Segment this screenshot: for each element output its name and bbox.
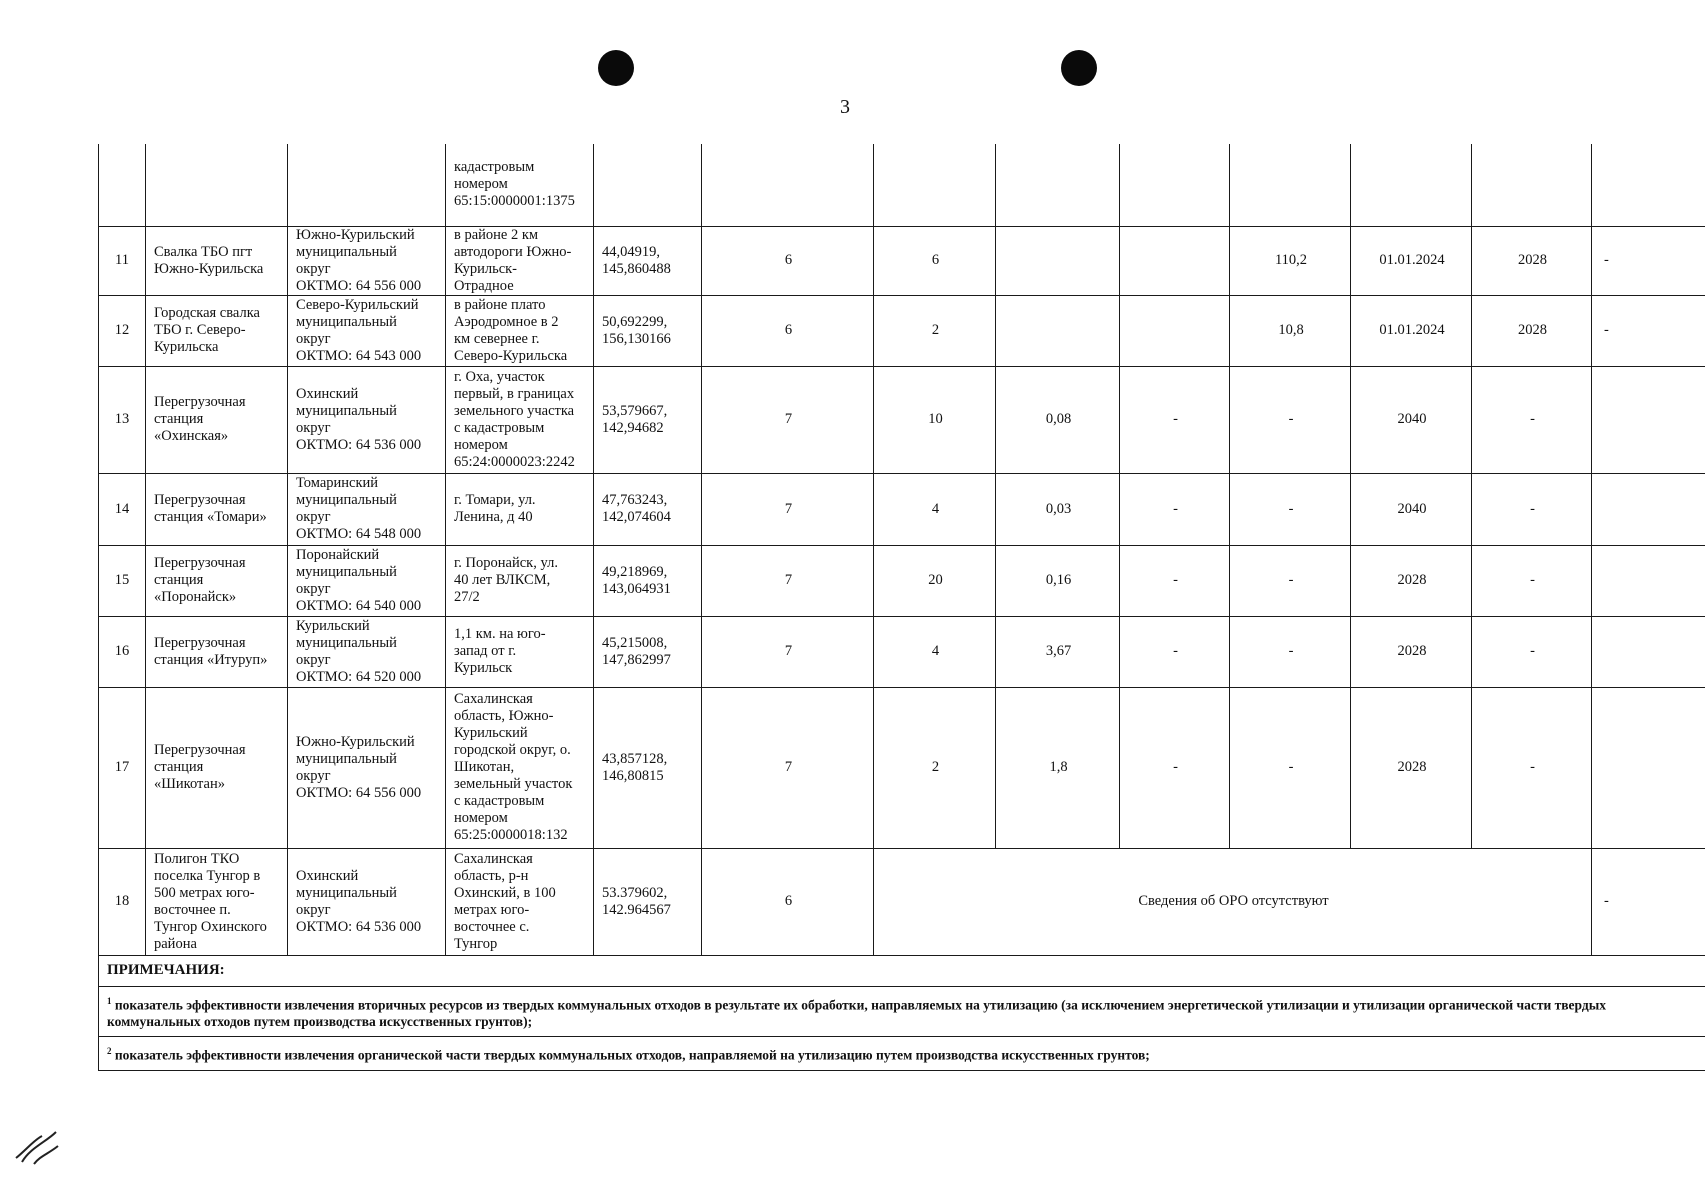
cell-district: Курильский муниципальный округ ОКТМО: 64 520 000 [288,616,446,687]
cell-c13 [1592,616,1705,687]
cell-c11: 2040 [1351,366,1472,473]
cell-location: 1,1 км. на юго- запад от г. Курильск [446,616,594,687]
note-2-text: показатель эффективности извлечения органической части твердых коммунальных отходов, направляемой на утилизацию путем производства искусственных грунтов; [111,1047,1150,1063]
cell-c6: 6 [702,848,874,955]
cell-location: Сахалинская область, Южно- Курильский городской округ, о. Шикотан, земельный участок с кадастровым номером 65:25:0000018:132 [446,687,594,848]
cell-c11 [1351,144,1472,226]
cell-c7: 4 [874,473,996,545]
cell-c9-empty [1120,226,1230,295]
cell-location: г. Поронайск, ул. 40 лет ВЛКСМ, 27/2 [446,545,594,616]
cell-c12: - [1472,473,1592,545]
cell-c13 [1592,144,1705,226]
cell-c8 [996,144,1120,226]
handwritten-signature-mark [12,1128,62,1166]
cell-c10: - [1230,473,1351,545]
table-body [99,144,1705,1070]
cell-c8: 1,8 [996,687,1120,848]
cell-c6 [702,144,874,226]
cell-name: Городская свалка ТБО г. Северо- Курильска [146,295,288,366]
cell-coords: 49,218969, 143,064931 [594,545,702,616]
cell-c9: 110,2 [1230,226,1351,295]
cell-c11: 2028 [1351,545,1472,616]
note-1-marker: 1 [107,995,112,1006]
cell-coords: 44,04919, 145,860488 [594,226,702,295]
cell-location: г. Оха, участок первый, в границах земельного участка с кадастровым номером 65:24:0000023:2242 [446,366,594,473]
table-row-18 [99,848,1705,955]
cell-name: Перегрузочная станция «Итуруп» [146,616,288,687]
cell-num: 15 [99,545,146,616]
cell-district [288,144,446,226]
table-row [99,687,1705,848]
cell-c6: 7 [702,545,874,616]
cell-coords: 47,763243, 142,074604 [594,473,702,545]
cell-c11: 2028 [1472,295,1592,366]
cell-name: Перегрузочная станция «Шикотан» [146,687,288,848]
cell-name: Перегрузочная станция «Томари» [146,473,288,545]
cell-name: Свалка ТБО пгт Южно-Курильска [146,226,288,295]
cell-num: 13 [99,366,146,473]
cell-num: 14 [99,473,146,545]
cell-district: Поронайский муниципальный округ ОКТМО: 64 540 000 [288,545,446,616]
cell-c13 [1592,687,1705,848]
cell-coords: 50,692299, 156,130166 [594,295,702,366]
page-number: 3 [840,96,850,118]
cell-c9: - [1120,616,1230,687]
note-2 [99,1037,1705,1071]
cell-c10: - [1230,687,1351,848]
cell-c6: 7 [702,616,874,687]
cell-c7: 20 [874,545,996,616]
cell-c11: 2028 [1351,687,1472,848]
cell-district: Южно-Курильский муниципальный округ ОКТМО: 64 556 000 [288,226,446,295]
cell-c6: 6 [702,226,874,295]
cell-c6: 7 [702,473,874,545]
cell-c12: - [1592,848,1705,955]
cell-num: 17 [99,687,146,848]
cell-location: кадастровым номером 65:15:0000001:1375 [446,144,594,226]
cell-location: г. Томари, ул. Ленина, д 40 [446,473,594,545]
cell-c8: 0,16 [996,545,1120,616]
cell-district: Томаринский муниципальный округ ОКТМО: 64 548 000 [288,473,446,545]
cell-c7 [874,144,996,226]
table-row [99,295,1705,366]
table-row [99,366,1705,473]
cell-c12: - [1472,616,1592,687]
cell-c11: 2028 [1472,226,1592,295]
notes-title-row [99,955,1705,986]
cell-c13 [1592,545,1705,616]
cell-coords [594,144,702,226]
cell-c6: 7 [702,366,874,473]
cell-c9: 10,8 [1230,295,1351,366]
cell-name: Перегрузочная станция «Поронайск» [146,545,288,616]
note-2-marker: 2 [107,1046,112,1056]
cell-c12: - [1472,545,1592,616]
cell-c8: 3,67 [996,616,1120,687]
cell-c7: 4 [874,616,996,687]
cell-location: в районе плато Аэродромное в 2 км севернее г. Северо-Курильска [446,295,594,366]
cell-num [99,144,146,226]
cell-num: 18 [99,848,146,955]
cell-c9-empty [1120,295,1230,366]
table-row [99,616,1705,687]
cell-coords: 53,579667, 142,94682 [594,366,702,473]
cell-c9: - [1120,545,1230,616]
cell-c10: 01.01.2024 [1351,295,1472,366]
cell-c9: - [1120,473,1230,545]
cell-district: Охинский муниципальный округ ОКТМО: 64 536 000 [288,366,446,473]
cell-c9: - [1120,687,1230,848]
cell-c12: - [1592,295,1705,366]
note-row-1 [99,986,1705,1037]
cell-c10: - [1230,545,1351,616]
cell-c7: 6 [874,226,996,295]
cell-c7: 2 [874,687,996,848]
cell-coords: 43,857128, 146,80815 [594,687,702,848]
cell-c10: 01.01.2024 [1351,226,1472,295]
cell-c8: 0,08 [996,366,1120,473]
cell-coords: 53.379602, 142.964567 [594,848,702,955]
cell-location: в районе 2 км автодороги Южно- Курильск- Отрадное [446,226,594,295]
cell-coords: 45,215008, 147,862997 [594,616,702,687]
cell-location: Сахалинская область, р-н Охинский, в 100 метрах юго- восточнее с. Тунгор [446,848,594,955]
notes-title: ПРИМЕЧАНИЯ: [99,955,1705,986]
punch-hole-right [1061,50,1097,86]
cell-c13 [1592,473,1705,545]
cell-c12: - [1472,687,1592,848]
note-1 [99,986,1705,1037]
cell-name: Полигон ТКО поселка Тунгор в 500 метрах юго- восточнее п. Тунгор Охинского района [146,848,288,955]
cell-c13 [1592,366,1705,473]
cell-name [146,144,288,226]
cell-c7: 2 [874,295,996,366]
cell-num: 11 [99,226,146,295]
cell-district: Северо-Курильский муниципальный округ ОКТМО: 64 543 000 [288,295,446,366]
cell-num: 12 [99,295,146,366]
cell-c8 [996,226,1120,295]
cell-c10 [1230,144,1351,226]
table-row [99,144,1705,226]
note-1-text: показатель эффективности извлечения вторичных ресурсов из твердых коммунальных отходов в результате их обработки, направляемых на утилизацию (за исключением энергетической утилизации и утилизации органической части твердых коммунальных отходов путем производства искусственных грунтов); [107,997,1606,1029]
cell-c12: - [1472,366,1592,473]
landfill-table [98,144,1705,1071]
cell-c9: - [1120,366,1230,473]
cell-c7: 10 [874,366,996,473]
cell-c8: 0,03 [996,473,1120,545]
cell-c11: 2028 [1351,616,1472,687]
cell-district: Охинский муниципальный округ ОКТМО: 64 536 000 [288,848,446,955]
cell-c10: - [1230,366,1351,473]
cell-c9 [1120,144,1230,226]
table-row [99,473,1705,545]
cell-c11: 2040 [1351,473,1472,545]
cell-c10: - [1230,616,1351,687]
cell-c12: - [1592,226,1705,295]
cell-district: Южно-Курильский муниципальный округ ОКТМО: 64 556 000 [288,687,446,848]
cell-num: 16 [99,616,146,687]
cell-c6: 6 [702,295,874,366]
table-row [99,545,1705,616]
cell-c8 [996,295,1120,366]
cell-name: Перегрузочная станция «Охинская» [146,366,288,473]
note-row-2 [99,1037,1705,1071]
cell-c6: 7 [702,687,874,848]
table-row [99,226,1705,295]
cell-c12 [1472,144,1592,226]
punch-hole-left [598,50,634,86]
no-ooo-info-note: Сведения об ОРО отсутствуют [874,848,1592,955]
